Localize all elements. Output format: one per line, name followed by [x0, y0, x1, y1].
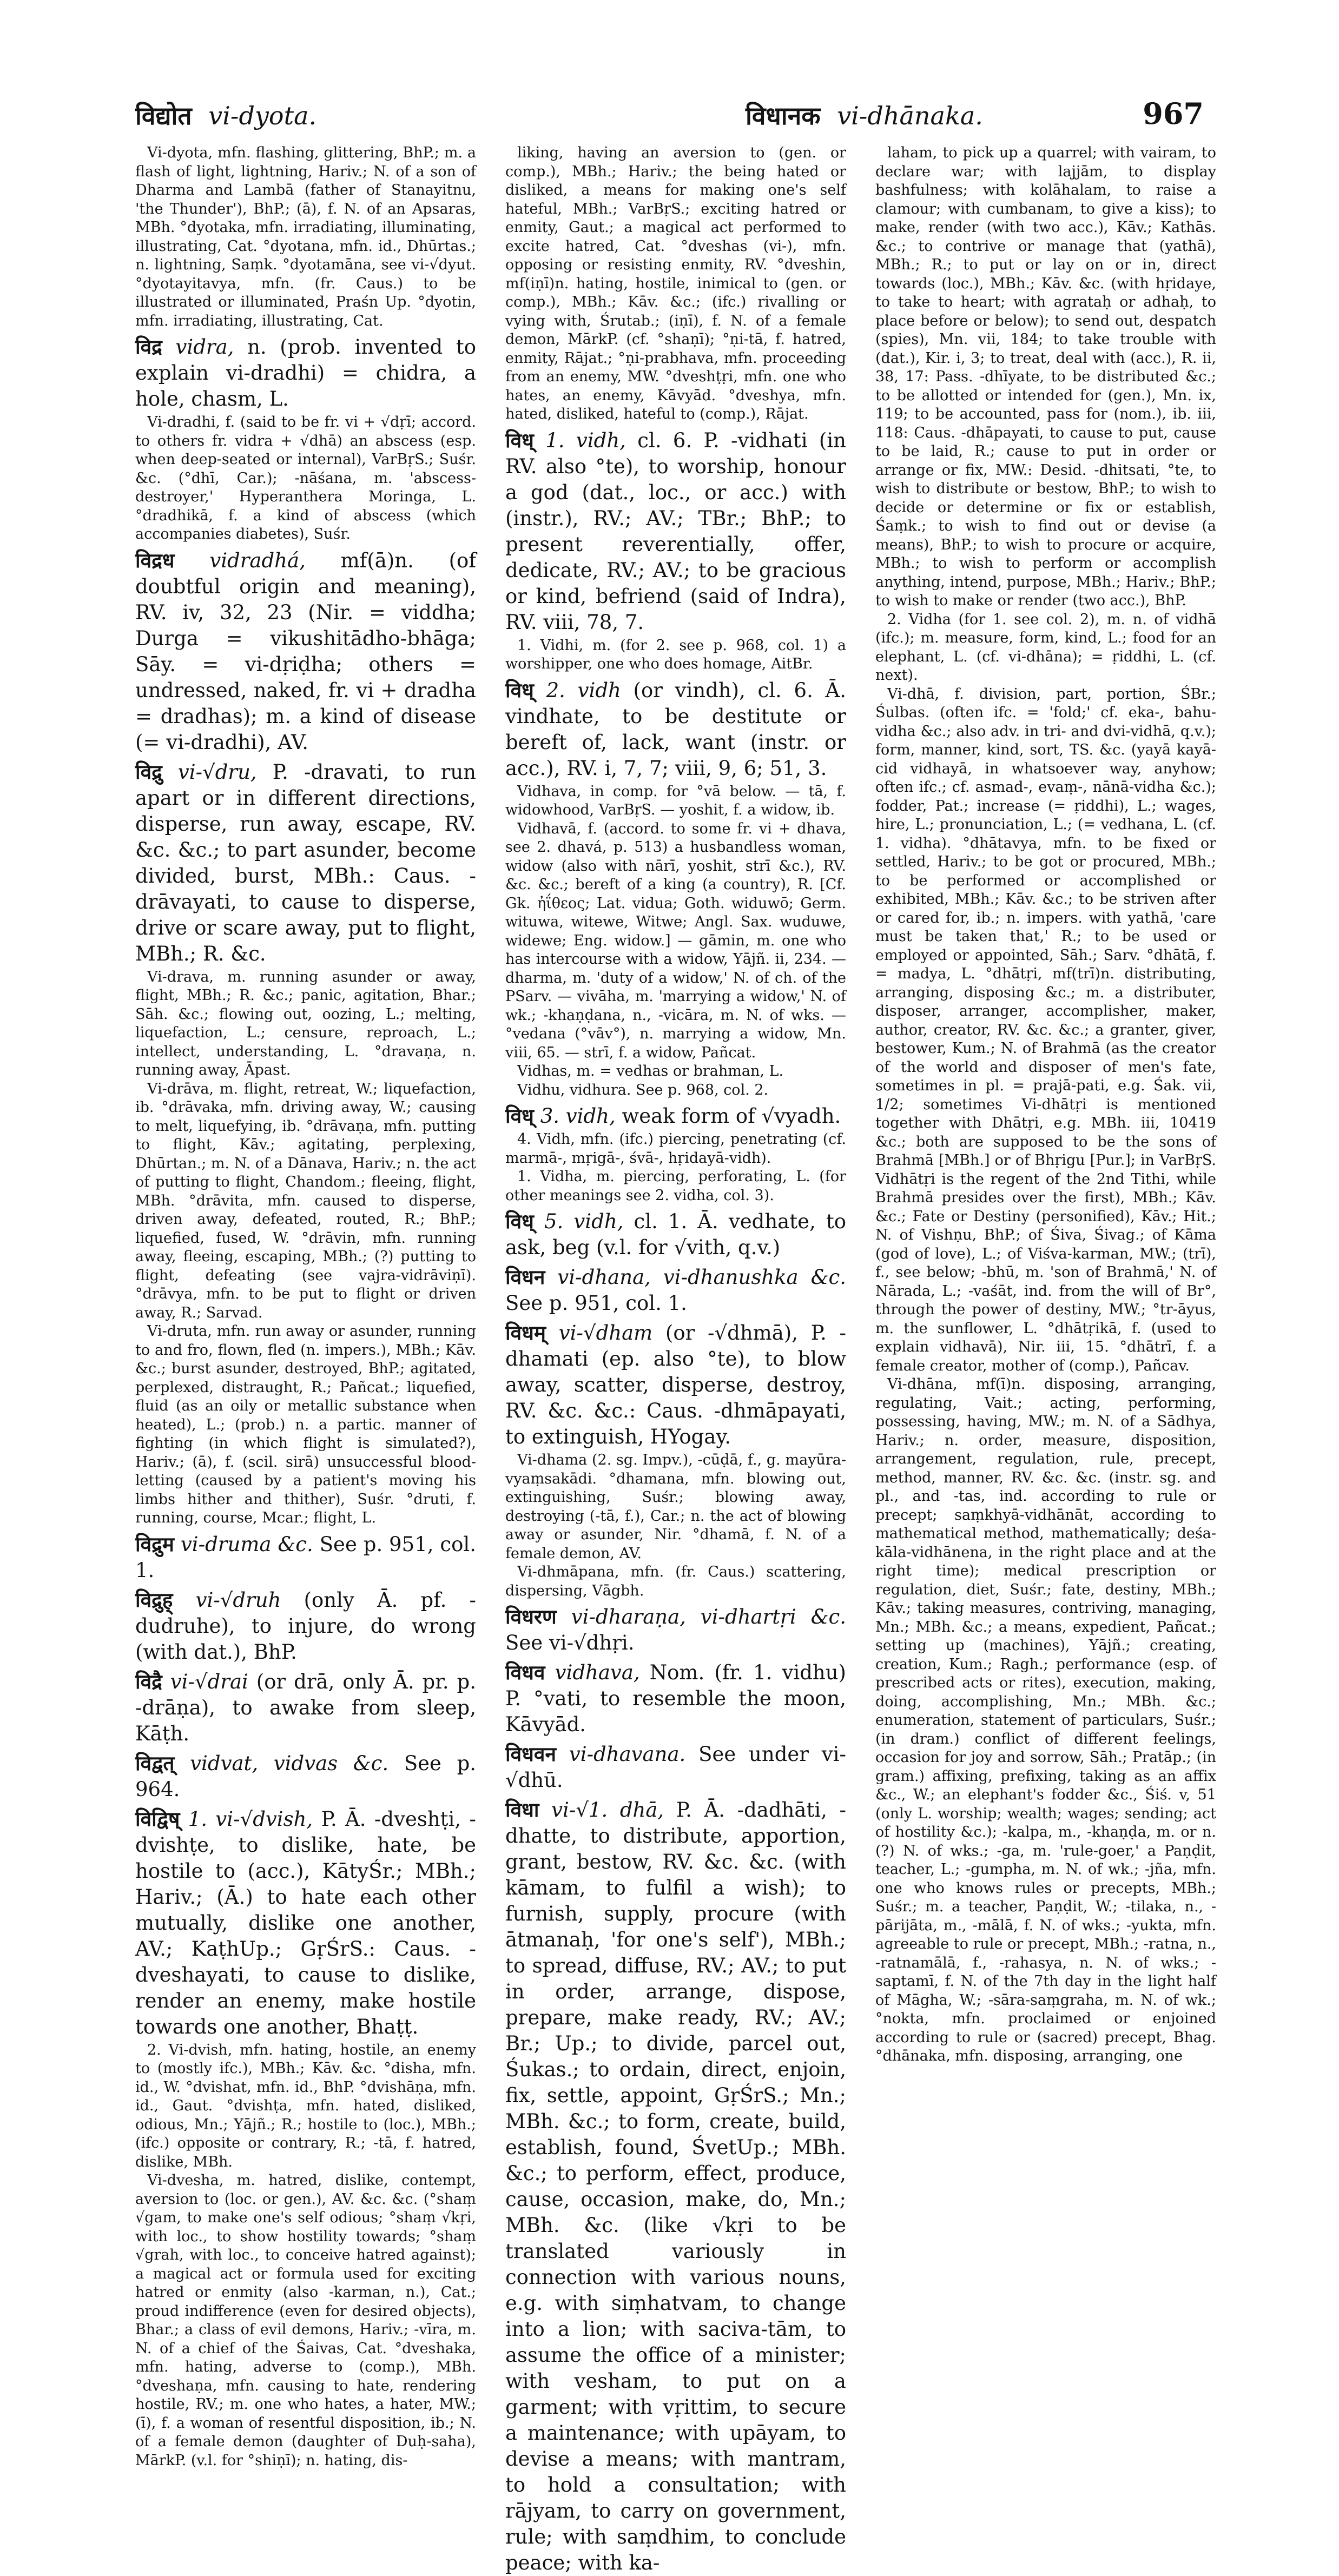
- subentry-definition: See p. 964.: [135, 1751, 477, 1801]
- subentry-definition: n. (prob. invented to explain vi-dradhi) = chidra, a hole, chasm, L.: [135, 335, 477, 410]
- dictionary-subentry: [135, 1806, 476, 2040]
- dictionary-entry: liking, having an aversion to (gen. or comp.), MBh.; Hariv.; the being hated or disliked, a means for making one's self hateful, MBh.; VarBṛS.; exciting hatred or enmity, Gaut.; a magical act performed to excite hatred, Cat. °dveshas (vi-), mfn. opposing or resisting enmity, RV. °dveshin, mf(iṇī)n. hating, hostile, inimical to (gen. or comp.), MBh.; Kāv. &c.; (ifc.) rivalling or vying with, Śrutab.; (iṇī), f. N. of a female demon, MārkP. (cf. °shaṇī); °ṇi-tā, f. hatred, enmity, Rājat.; °ṇi-prabhava, mfn. proceeding from an enemy, MW. °dveshṭṛi, mfn. one who hates, an enemy, Kāvyād. °dveshya, mfn. hated, disliked, hateful to (comp.), Rājat.: [505, 144, 846, 422]
- subentry-transliteration: vidhava,: [555, 1661, 640, 1684]
- page-header: [0, 0, 1339, 130]
- subentry-definition: cl. 6. P. -vidhati (in RV. also °te), to worship, honour a god (dat., loc., or acc.) with (instr.), RV.; AV.; TBr.; BhP.; to present reverentially, offer, dedicate, RV.; AV.; to be gracious or kind, befriend (said of Indra), RV. viii, 78, 7.: [505, 428, 847, 634]
- subentry-devanagari: विद्रुह्: [135, 1587, 173, 1612]
- subentry-devanagari: विद्र: [135, 335, 162, 359]
- subentry-devanagari: विधव: [505, 1660, 545, 1684]
- dictionary-subentry: [135, 759, 476, 967]
- dictionary-entry: Vi-dvesha, m. hatred, dislike, contempt, aversion to (loc. or gen.), AV. &c. &c. (°shaṃ √gam, to make one's self odious; °shaṃ √kṛi, with loc., to show hostility towards; °shaṃ √grah, with loc., to conceive hatred against); a magical act or formula used for exciting hatred or enmity (also -karman, n.), Cat.; proud indifference (even for desired objects), Bhar.; a class of evil demons, Hariv.; -vīra, m. N. of a chief of the Śaivas, Cat. °dveshaka, mfn. hating, adverse to (comp.), MBh. °dveshaṇa, mfn. causing to hate, rendering hostile, RV.; m. one who hates, a hater, MW.; (ī), f. a woman of resentful disposition, ib.; N. of a female demon (daughter of Duḥ-saha), MārkP. (v.l. for °shiṇī); n. hating, dis-: [135, 2172, 476, 2469]
- right-running-head-transliteration: vi-dhānaka.: [837, 101, 983, 130]
- dictionary-entry: Vi-dyota, mfn. flashing, glittering, BhP.; m. a flash of light, lightning, Hariv.; N. of a son of Dharma and Lambā (father of Stanayitnu, 'the Thunder'), BhP.; (ā), f. N. of an Apsaras, MBh. °dyotaka, mfn. irradiating, illuminating, illustrating, Cat. °dyotana, mfn. id., Dhūrtas.; n. lightning, Saṃk. °dyotamāna, see vi-√dyut. °dyotayitavya, mfn. (fr. Caus.) to be illustrated or illuminated, Praśn Up. °dyotin, mfn. irradiating, illustrating, Cat.: [135, 144, 476, 329]
- subentry-devanagari: विद्रध: [135, 548, 175, 572]
- subentry-devanagari: विध्: [505, 678, 534, 702]
- dictionary-subentry: [505, 1103, 846, 1129]
- subentry-transliteration: vi-dhavana.: [569, 1743, 686, 1766]
- dictionary-subentry: [505, 1208, 846, 1261]
- dictionary-entry: Vi-dhmāpana, mfn. (fr. Caus.) scattering, dispersing, Vāgbh.: [505, 1564, 846, 1599]
- dictionary-subentry: [135, 334, 476, 412]
- subentry-devanagari: विधवन: [505, 1742, 557, 1766]
- dictionary-entry: 2. Vi-dvish, mfn. hating, hostile, an enemy to (mostly ifc.), MBh.; Kāv. &c. °disha, mfn. id., W. °dvishat, mfn. id., BhP. °dvishāṇa, mfn. id., Gaut. °dvishṭa, mfn. hated, disliked, odious, Mn.; Yājñ.; R.; hostile to (loc.), MBh.; (ifc.) opposite or contrary, R.; -tā, f. hatred, dislike, MBh.: [135, 2041, 476, 2170]
- subentry-definition: (or -√dhmā), P. -dhamati (ep. also °te), to blow away, scatter, disperse, destroy, RV. &c. &c.: Caus. -dhmāpayati, to extinguish, HYogay.: [505, 1321, 847, 1448]
- subentry-devanagari: विध्: [505, 1104, 534, 1128]
- subentry-devanagari: विध्: [505, 428, 534, 452]
- column-2: [505, 144, 847, 2574]
- dictionary-subentry: [505, 1320, 846, 1450]
- dictionary-entry: Vi-drava, m. running asunder or away, flight, MBh.; R. &c.; panic, agitation, Bhar.; Sāh. &c.; flowing out, oozing, L.; melting, liquefaction, L.; censure, reproach, L.; intellect, understanding, L. °dravaṇa, n. running away, Āpast.: [135, 968, 476, 1078]
- subentry-devanagari: विद्वत्: [135, 1751, 175, 1775]
- dictionary-subentry: [135, 1531, 476, 1584]
- subentry-definition: (only Ā. pf. -dudruhe), to injure, do wrong (with dat.), BhP.: [135, 1588, 476, 1664]
- dictionary-entry: 2. Vidha (for 1. see col. 2), m. n. of vidhā (ifc.); m. measure, form, kind, L.; food for an elephant, L. (cf. vi-dhāna); = ṛiddhi, L. (cf. next).: [875, 611, 1216, 684]
- dictionary-entry: Vidhava, in comp. for °vā below. — tā, f. widowhood, VarBṛS. — yoshit, f. a widow, ib.: [505, 783, 846, 818]
- left-running-head-transliteration: vi-dyota.: [208, 101, 317, 130]
- right-running-head: [746, 98, 983, 132]
- subentry-transliteration: vi-√druh: [195, 1588, 281, 1612]
- subentry-devanagari: विद्रुम: [135, 1532, 174, 1556]
- left-running-head-devanagari: विद्योत: [135, 101, 192, 130]
- subentry-transliteration: vi-dhana, vi-dhanushka &c.: [557, 1266, 846, 1289]
- subentry-devanagari: विद्रै: [135, 1669, 162, 1693]
- dictionary-entry: Vi-druta, mfn. run away or asunder, running to and fro, flown, fled (n. impers.), MBh.; Kāv. &c.; burst asunder, destroyed, BhP.; agitated, perplexed, distraught, R.; Pañcat.; liquefied, fluid (as an oily or metallic substance when heated), L.; (prob.) n. a partic. manner of fighting (in which flight is simulated?), Hariv.; (ā), f. (scil. sirā) unsuccessful blood-letting (caused by a patient's moving his limbs hither and thither), Suśr. °druti, f. running, course, Mcar.; flight, L.: [135, 1323, 476, 1526]
- dictionary-subentry: [505, 1604, 846, 1656]
- subentry-transliteration: vi-√dham: [558, 1321, 653, 1345]
- dictionary-subentry: [505, 1659, 846, 1738]
- dictionary-entry: 1. Vidhi, m. (for 2. see p. 968, col. 1) a worshipper, one who does homage, AitBr.: [505, 637, 846, 672]
- subentry-transliteration: vi-√dru,: [177, 760, 257, 784]
- column-1: [135, 144, 477, 2469]
- dictionary-entry: Vi-dradhi, f. (said to be fr. vi + √dṛī; accord. to others fr. vidra + √dhā) an abscess (esp. when deep-seated or internal), VarBṛS.; Suśr. &c. (°dhī, Car.); -nāśana, m. 'abscess-destroyer,' Hyperanthera Moringa, L. °dradhikā, f. a kind of abscess (which accompanies diabetes), Suśr.: [135, 414, 476, 542]
- dictionary-entry: Vidhavā, f. (accord. to some fr. vi + dhava, see 2. dhavá, p. 513) a husbandless woman, widow (also with nārī, yoshit, strī &c.), RV. &c. &c.; bereft of a king (a country), R. [Cf. Gk. ἠΐθεος; Lat. vidua; Goth. widuwō; Germ. wituwa, witewe, Witwe; Angl. Sax. wuduwe, widewe; Eng. widow.] — gāmin, m. one who has intercourse with a widow, Yājñ. ii, 234. — dharma, m. 'duty of a widow,' N. of ch. of the PSarv. — vivāha, m. 'marrying a widow,' N. of wk.; -khaṇḍana, n., -vicāra, m. N. of wks. — °vedana (°vāv°), n. marrying a widow, Mn. viii, 65. — strī, f. a widow, Pañcat.: [505, 820, 846, 1061]
- dictionary-entry: 1. Vidha, m. piercing, perforating, L. (for other meanings see 2. vidha, col. 3).: [505, 1168, 846, 1204]
- subentry-devanagari: विध्: [505, 1209, 534, 1233]
- dictionary-subentry: [135, 1587, 476, 1665]
- dictionary-entry: laham, to pick up a quarrel; with vairam, to declare war; with lajjām, to display bashfulness; with kolāhalam, to raise a clamour; with cumbanam, to give a kiss); to make, render (with two acc.), Kāv.; Kathās. &c.; to contrive or manage that (yathā), MBh.; R.; to put or lay on or in, direct towards (loc.), MBh.; Kāv. &c. (with hṛidaye, to take to heart; with agrataḥ or adhaḥ, to place before or below); to send out, despatch (spies), Mn. vii, 184; to take trouble with (dat.), Kir. i, 3; to treat, deal with (acc.), R. ii, 38, 17: Pass. -dhīyate, to be distributed &c.; to be allotted or intended for (gen.), Mn. ix, 119; to be accounted, pass for (nom.), ib. iii, 118: Caus. -dhāpayati, to cause to put, cause to be laid, R.; cause to put in order or arrange or fix, MW.: Desid. -dhitsati, °te, to wish to distribute or bestow, BhP.; to wish to decide or determine or fix or establish, Śaṃk.; to wish to find out or devise (a means), BhP.; to wish to procure or acquire, MBh.; to wish to perform or accomplish anything, intend, purpose, MBh.; Hariv.; BhP.; to wish to make or render (two acc.), BhP.: [875, 144, 1216, 609]
- subentry-transliteration: 1. vidh,: [545, 428, 626, 452]
- subentry-transliteration: 5. vidh,: [544, 1210, 624, 1233]
- subentry-transliteration: vi-√1. dhā,: [551, 1798, 664, 1822]
- dictionary-entry: Vi-dhāna, mf(ī)n. disposing, arranging, regulating, Vait.; acting, performing, possessing, having, MW.; m. N. of a Sādhya, Hariv.; n. order, measure, disposition, arrangement, regulation, rule, precept, method, manner, RV. &c. &c. (instr. sg. and pl., and -tas, ind. according to rule or precept; saṃkhyā-vidhānāt, according to mathematical method, mathematically; deśa-kāla-vidhānena, in the right place and at the right time); medical prescription or regulation, diet, Suśr.; fate, destiny, MBh.; Kāv.; taking measures, contriving, managing, Mn.; MBh. &c.; a means, expedient, Pañcat.; setting up (machines), Yājñ.; creating, creation, Kum.; Ragh.; performance (esp. of prescribed acts or rites), execution, making, doing, accomplishing, Mn.; MBh. &c.; enumeration, statement of particulars, Suśr.; (in dram.) conflict of different feelings, occasion for joy and sorrow, Sāh.; Pratāp.; (in gram.) affixing, prefixing, taking as an affix &c., W.; an elephant's fodder &c., Śiś. v, 51 (only L. worship; wealth; wages; sending; act of hostility &c.); -kalpa, m., -khaṇḍa, m. or n. (?) N. of wks.; -ga, m. 'rule-goer,' a Paṇḍit, teacher, L.; -gumpha, m. N. of wk.; -jña, mfn. one who knows rules or precepts, MBh.; Suśr.; m. a teacher, Paṇḍit, W.; -tilaka, n., -pārijāta, m., -mālā, f. N. of wks.; -yukta, mfn. agreeable to rule or precept, MBh.; -ratna, n., -ratnamālā, f., -rahasya, n. N. of wks.; -saptamī, f. N. of the 7th day in the light half of Māgha, W.; -sāra-saṃgraha, m. N. of wk.; °nokta, mfn. proclaimed or enjoined according to rule or (sacred) precept, Bhag. °dhānaka, mfn. disposing, arranging, one: [875, 1376, 1216, 2064]
- subentry-devanagari: विधा: [505, 1798, 539, 1822]
- dictionary-entry: Vidhas, m. = vedhas or brahman, L.: [517, 1063, 784, 1080]
- subentry-devanagari: विधरण: [505, 1605, 557, 1628]
- subentry-definition: P. Ā. -dveshṭi, -dvishṭe, to dislike, hate, be hostile to (acc.), KātyŚr.; MBh.; Hariv.; (Ā.) to hate each other mutually, dislike one another, AV.; KaṭhUp.; GṛŚrS.: Caus. -dveshayati, to cause to dislike, render an enemy, make hostile towards one another, Bhaṭṭ.: [135, 1807, 476, 2038]
- subentry-transliteration: vi-druma &c.: [180, 1532, 313, 1556]
- dictionary-entry: Vidhu, vidhura. See p. 968, col. 2.: [517, 1081, 769, 1098]
- subentry-devanagari: विधम्: [505, 1321, 546, 1345]
- dictionary-subentry: [505, 677, 846, 782]
- dictionary-entry: Vi-dhā, f. division, part, portion, ŚBr.; Śulbas. (often ifc. = 'fold;' cf. eka-, bahu-vidha &c.; also adv. in tri- and dvi-vidhā, q.v.); form, manner, kind, sort, TS. &c. (yayā kayā-cid vidhayā, in whatsoever way, anyhow; often ifc.; cf. asmad-, evaṃ-, nānā-vidha &c.); fodder, Pat.; increase (= ṛiddhi), L.; wages, hire, L.; pronunciation, L.; (= vedhana, L. (cf. 1. vidha). °dhātavya, mfn. to be fixed or settled, Hariv.; to be got or procured, MBh.; to be performed or accomplished or exhibited, MBh.; Kāv. &c.; to be striven after or cared for, ib.; n. impers. with yathā, 'care must be taken that,' R.; to be used or employed or appointed, Sāh.; Sarv. °dhātā, f. = madya, L. °dhātṛi, mf(trī)n. distributing, arranging, disposing &c.; m. a distributer, disposer, arranger, accomplisher, maker, author, creator, RV. &c. &c.; a granter, giver, bestower, Kum.; N. of Brahmā (as the creator of the world and disposer of men's fate, sometimes in pl. = prajā-pati, e.g. Śak. vii, 1/2; sometimes Vi-dhātṛi is mentioned together with Dhātṛi, e.g. MBh. iii, 10419 &c.; both are supposed to be the sons of Brahmā [MBh.] or of Bhṛigu [Pur.]; in VarBṛS. Vidhātṛi is the regent of the 2nd Tithi, while Brahmā presides over the first), MBh.; Kāv. &c.; Fate or Destiny (personified), Kāv.; Hit.; N. of Vishṇu, BhP.; of Śiva, Śivag.; of Kāma (god of love), L.; of Viśva-karman, MW.; (trī), f., see below; -bhū, m. 'son of Brahmā,' N. of Nārada, L.; -vaśāt, ind. from the will of Br°, through the power of destiny, MW.; °tr-āyus, m. the sunflower, L. °dhātṛikā, f. (used to explain vidhavā), Nir. iii, 15. °dhātrī, f. a female creator, mother of (comp.), Pañcav.: [875, 685, 1216, 1374]
- subentry-definition: P. -dravati, to run apart or in different directions, disperse, run away, escape, RV. &c. &c.; to part asunder, become divided, burst, MBh.: Caus. -drāvayati, to cause to disperse, drive or scare away, put to flight, MBh.; R. &c.: [135, 760, 476, 965]
- subentry-definition: P. Ā. -dadhāti, -dhatte, to distribute, apportion, grant, bestow, RV. &c. &c. (with kāmam, to fulfil a wish); to furnish, supply, procure (with ātmanaḥ, 'for one's self'), MBh.; to spread, diffuse, RV.; AV.; to put in order, arrange, dispose, prepare, make ready, RV.; AV.; Br.; Up.; to divide, parcel out, Śukas.; to ordain, direct, enjoin, fix, settle, appoint, GṛŚrS.; Mn.; MBh. &c.; to form, create, build, establish, found, ŚvetUp.; MBh. &c.; to perform, effect, produce, cause, occasion, make, do, Mn.; MBh. &c. (like √kṛi to be translated variously in connection with various nouns, e.g. with siṃhatvam, to change into a lion; with saciva-tām, to assume the office of a minister; with vesham, to put on a garment; with vṛittim, to secure a maintenance; with upāyam, to devise a means; with mantram, to hold a consultation; with rājyam, to carry on government, rule; with saṃdhim, to conclude peace; with ka-: [505, 1798, 847, 2574]
- dictionary-subentry: [505, 1264, 846, 1316]
- subentry-definition: See under vi-√dhū.: [505, 1743, 847, 1792]
- subentry-transliteration: vidra,: [175, 335, 234, 359]
- dictionary-entry: 4. Vidh, mfn. (ifc.) piercing, penetrating (cf. marmā-, mṛigā-, śvā-, hṛidayā-vidh).: [505, 1131, 846, 1167]
- subentry-definition: cl. 1. Ā. vedhate, to ask, beg (v.l. for √vith, q.v.): [505, 1210, 846, 1259]
- subentry-transliteration: vi-dharaṇa, vi-dhartṛi &c.: [571, 1605, 847, 1628]
- page-number: 967: [1143, 96, 1204, 131]
- dictionary-subentry: [505, 1797, 846, 2576]
- subentry-definition: (or vindh), cl. 6. Ā. vindhate, to be destitute or bereft of, lack, want (instr. or acc.), RV. i, 7, 7; viii, 9, 6; 51, 3.: [505, 678, 847, 780]
- right-running-head-devanagari: विधानक: [746, 101, 821, 130]
- dictionary-columns: [135, 144, 1216, 2574]
- dictionary-entry: Vi-dhama (2. sg. Impv.), -cūḍā, f., g. mayūra-vyaṃsakādi. °dhamana, mfn. blowing out, extinguishing, Suśr.; blowing away, destroying (-tā, f.), Car.; n. the act of blowing away or asunder, Nir. °dhamā, f. N. of a female demon, AV.: [505, 1452, 846, 1562]
- subentry-definition: See vi-√dhṛi.: [505, 1631, 635, 1654]
- subentry-definition: Nom. (fr. 1. vidhu) P. °vati, to resemble the moon, Kāvyād.: [505, 1661, 846, 1736]
- dictionary-subentry: [135, 1668, 476, 1747]
- dictionary-subentry: [135, 1750, 476, 1803]
- subentry-devanagari: विद्विष्: [135, 1806, 180, 1831]
- subentry-definition: weak form of √vyadh.: [622, 1104, 841, 1128]
- subentry-transliteration: 3. vidh,: [540, 1104, 616, 1128]
- subentry-devanagari: विद्रु: [135, 759, 162, 784]
- subentry-transliteration: vidvat, vidvas &c.: [190, 1751, 389, 1775]
- left-running-head: [135, 98, 316, 132]
- subentry-definition: See p. 951, col. 1.: [505, 1292, 687, 1315]
- subentry-transliteration: vi-√drai: [170, 1670, 248, 1693]
- dictionary-subentry: [505, 427, 846, 635]
- subentry-definition: (or drā, only Ā. pr. p. -drāṇa), to awake from sleep, Kāṭh.: [135, 1670, 476, 1745]
- subentry-transliteration: 2. vidh: [546, 678, 621, 702]
- dictionary-entry: Vi-drāva, m. flight, retreat, W.; liquefaction, ib. °drāvaka, mfn. driving away, W.; causing to melt, liquefying, ib. °drāvaṇa, mfn. putting to flight, Kāv.; agitating, perplexing, Dhūrtan.; m. N. of a Dānava, Hariv.; n. the act of putting to flight, Chandom.; fleeing, flight, MBh. °drāvita, mfn. caused to disperse, driven away, defeated, routed, R.; BhP.; liquefied, fused, W. °drāvin, mfn. running away, fleeing, escaping, MBh.; (?) putting to flight, defeating (see vajra-vidrāviṇī). °drāvya, mfn. to be put to flight or driven away, R.; Sarvad.: [135, 1080, 476, 1321]
- column-3: [875, 144, 1216, 2064]
- subentry-definition: See p. 951, col. 1.: [135, 1532, 477, 1582]
- subentry-transliteration: 1. vi-√dvish,: [188, 1807, 313, 1831]
- subentry-devanagari: विधन: [505, 1265, 545, 1289]
- dictionary-subentry: [505, 1741, 846, 1793]
- dictionary-subentry: [135, 547, 476, 756]
- subentry-definition: mf(ā)n. (of doubtful origin and meaning), RV. iv, 32, 23 (Nir. = viddha; Durga = vikushitādho-bhāga; Sāy. = vi-dṛiḍha; others = undressed, naked, fr. vi + dradha = dradhas); m. a kind of disease (= vi-dradhi), AV.: [135, 548, 477, 754]
- subentry-transliteration: vidradhá,: [209, 548, 306, 572]
